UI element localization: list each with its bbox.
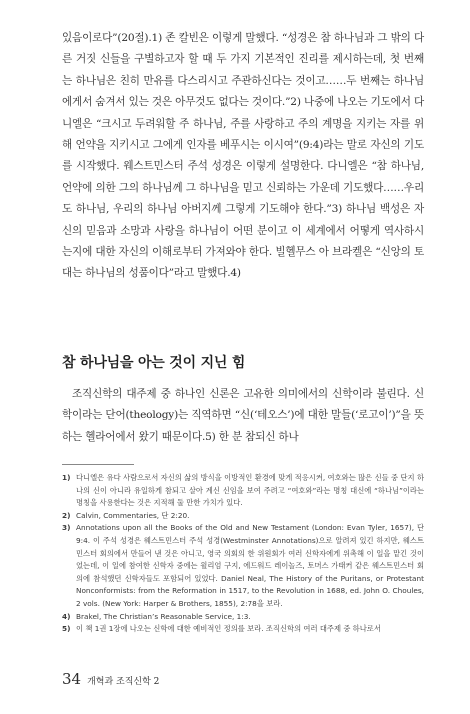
footnote-4 (62, 611, 424, 624)
body-paragraph-2: 조직신학의 대주제 중 하나인 신론은 고유한 의미에서의 신학이라 불린다. 신학이라는 단어(theology)는 직역하면 “신(‘테오스’)에 대한 말들(‘로고이’)”을 뜻하는 헬라어에서 왔기 때문이다.5) 한 분 참되신 하나 (62, 388, 424, 443)
footnote-5 (62, 623, 424, 636)
footnote-divider (62, 464, 134, 465)
page-number: 34 (62, 670, 82, 688)
footnote-number: 1) (62, 473, 71, 482)
footnote-2 (62, 510, 424, 523)
footnote-text: Calvin, Commentaries, 단 2:20. (76, 510, 190, 520)
footnote-number: 5) (62, 624, 71, 634)
paragraph-text: 있음이로다”(20절).1) 존 칼빈은 이렇게 말했다. “성경은 참 하나님과 그 밖의 다른 거짓 신들을 구별하고자 할 때 두 가지 기본적인 진리를 제시하는데, 첫 번째는 하나님은 친히 만유를 다스리시고 주관하신다는 것이고……두 번째는 하나님에게서 숨겨서 있는 것은 아무것도 없다는 것이다.”2) 나중에 나오는 기도에서 다니엘은 “크시고 두려워할 주 하나님, 주를 사랑하고 주의 계명을 지키는 자를 위해 언약을 지키시고 그에게 인자를 베푸시는 이시여”(9:4)라는 말로 자신의 기도를 시작했다. 웨스트민스터 주석 성경은 이렇게 설명한다. 다니엘은 “참 하나님, 언약에 의한 그의 하나님께 그 하나님을 믿고 신뢰하는 가운데 기도했다……우리도 하나님, 우리의 하나님 아버지께 그렇게 기도해야 한다.”3) 하나님 백성은 자신의 믿음과 소망과 사랑을 하나님이 어떤 분이고 이 세계에서 어떻게 역사하시는지에 대한 자신의 이해로부터 가져와야 한다. 빌헬무스 아 브라켈은 “신앙의 토대는 하나님의 성품이다”라고 말했다.4) (62, 32, 424, 280)
page-folio (62, 669, 159, 688)
footnote-number: 3) (62, 523, 71, 533)
body-paragraph-1 (62, 28, 424, 285)
section-heading: 참 하나님을 아는 것이 지닌 힘 (62, 355, 246, 371)
footnote-text: Annotations upon all the Books of the Old and New Testament (London: Evan Tyler, 1657), 단 9:4. 이 주석 성경은 웨스트민스터 주석 성경(Westminster Annotations)으로 알려져 있긴 하지만, 웨스트민스터 회의에서 만들어 낸 것은 아니고, 영국 의회의 한 위원회가 여러 신학자에게 위촉해 이 일을 맡긴 것이었는데, 이 일에 참여한 신학자 중에는 윌리엄 구지, 에드워드 레이놀즈, 토머스 가태커 같은 웨스트민스터 회의에 참석했던 신학자들도 포함되어 있었다. Daniel Neal, The History of the Puritans, or Protestant Nonconformists: from the Reformation in 1517, to the Revolution in 1688, ed. John O. Choules, 2 vols. (New York: Harper & Brothers, 1855), 2:78을 보라. (76, 523, 424, 608)
footnote-number: 2) (62, 510, 71, 520)
footnote-3 (62, 522, 424, 610)
running-title: 개혁과 조직신학 2 (87, 677, 160, 687)
footnote-text: 다니엘은 유다 사람으로서 자신의 삶의 방식을 이방적인 환경에 맞게 적응시켜, 여호와는 많은 신들 중 단지 하나의 신이 아니라 유일하게 참되고 살아 계신 신임을 보여 주려고 “여호와”라는 명칭 대신에 “하나님”이라는 명칭을 사용한다는 것은 지적해 둘 만한 가치가 있다. (76, 473, 424, 508)
footnote-text: 이 책 1권 1장에 나오는 신학에 대한 예비적인 정의를 보라. 조직신학의 여러 대주제 중 하나로서 (76, 624, 381, 634)
footnote-1 (62, 472, 424, 510)
footnote-number: 4) (62, 611, 71, 621)
footnotes (62, 472, 424, 636)
footnote-text: Brakel, The Christian’s Reasonable Service, 1:3. (76, 611, 251, 621)
